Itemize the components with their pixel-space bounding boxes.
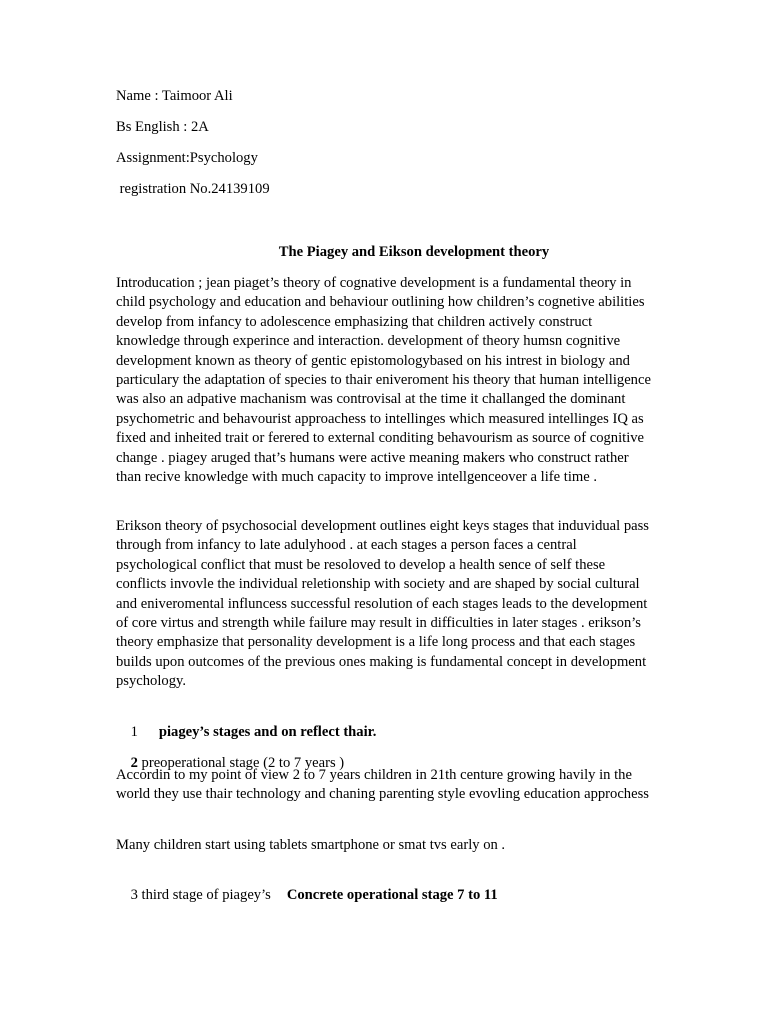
student-name: Name : Taimoor Ali [116, 88, 233, 104]
section-3-prefix: 3 third stage of piagey’s [130, 887, 271, 903]
paragraph-3: Accordin to my point of view 2 to 7 years children in 21th centure growing havily in the world they use thair technology and chaning parenting style evovling education approchess [116, 767, 649, 803]
intro-paragraph: Introducation ; jean piaget’s theory of cognative development is a fundamental theory in child psychology and education and behaviour outlining how children’s cognetive abilities develop from infancy to adolescence emphasizing that children actively construct knowledge through experince and interaction. development of theory humsn cognitive development known as theory of gentic epistomologybased on his intrest in biology and particulary the adaptation of species to thair eniveroment his theory that human intelligence was also an adpative machanism was controvisal at the time it challanged the dominant psychometric and behavourist approachess to intellinges which measured intellinges IQ as fixed and inheited trait or ferered to external conditing behavourism as source of cognitive change . piagey aruged that’s humans were active meaning makers who construct rather than recive knowledge with much capacity to improve intellgenceover a life time . [116, 275, 651, 486]
section-1-title: piagey’s stages and on reflect thair. [158, 724, 377, 740]
erikson-paragraph: Erikson theory of psychosocial development outlines eight keys stages that induvidual pass through from infancy to late adulyhood . at each stages a person faces a central psychological conflict that must be resoloved to develop a health sence of self these conflicts invovle the individual reletionship with society and are shaped by social cultural and eniveromental influncess successful resolution of each stages leads to the development of core virtus and strength while failure may result in difficulties in later stages . erikson’s theory emphasize that personality development is a life long process and that each stages builds upon outcomes of the previous ones making is fundamental concept in development psychology. [116, 518, 649, 690]
document-title: The Piagey and Eikson development theory [278, 244, 550, 260]
program-line: Bs English : 2A [116, 119, 209, 135]
paragraph-4: Many children start using tablets smartphone or smat tvs early on . [116, 837, 506, 853]
registration-line: registration No.24139109 [116, 181, 270, 197]
section-3-heading [116, 867, 498, 924]
section-3-title: Concrete operational stage 7 to 11 [286, 887, 498, 903]
section-1-number: 1 [130, 724, 138, 740]
assignment-line: Assignment:Psychology [116, 150, 258, 166]
section-2-number: 2 [130, 755, 138, 771]
section-2-title: preoperational stage (2 to 7 years ) [137, 755, 345, 771]
